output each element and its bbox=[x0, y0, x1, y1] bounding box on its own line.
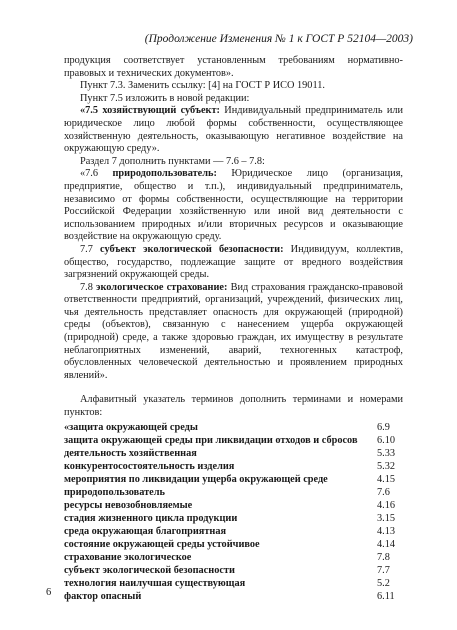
index-ref: 4.16 bbox=[377, 499, 396, 511]
page-number: 6 bbox=[46, 587, 52, 598]
index-row bbox=[64, 525, 403, 538]
term-definition: Индивидуум, коллектив, общество, государство, подлежащие защите от вредного воздействия загрязнений окружающей среды. bbox=[64, 243, 404, 281]
term-heading: «7.5 хозяйствующий субъект: bbox=[80, 105, 220, 117]
index-term: стадия жизненного цикла продукции bbox=[64, 512, 238, 524]
paragraph: продукция соответствует установленным требованиям нормативно-правовых и технических документов». bbox=[64, 55, 403, 79]
paragraph: Алфавитный указатель терминов дополнить терминами и номерами пунктов: bbox=[64, 394, 403, 419]
paragraph: Пункт 7.5 изложить в новой редакции: bbox=[80, 92, 250, 104]
index-ref: 7.6 bbox=[377, 486, 390, 498]
definition-7-8 bbox=[64, 282, 403, 383]
term-definition: Юридическое лицо (организация, предприятие, общество и т.п.), индивидуальный предприниматель, независимо от формы собственности, осуществляющие на территории Российской Федерации хозяйственную или иной вид деятельности с использованием природных и/или вторичных ресурсов и оказывающие воздействие на окружающую среду. bbox=[64, 168, 404, 243]
index-term: природопользователь bbox=[64, 486, 165, 498]
index-term: технология наилучшая существующая bbox=[64, 577, 246, 589]
definition-7-6 bbox=[64, 168, 403, 244]
definition-7-7 bbox=[64, 244, 403, 282]
index-ref: 4.14 bbox=[377, 538, 396, 550]
index-term: мероприятия по ликвидации ущерба окружающей среде bbox=[64, 473, 328, 485]
index-ref: 3.15 bbox=[377, 512, 396, 524]
clause-number: 7.8 bbox=[80, 281, 97, 293]
index-term: субъект экологической безопасности bbox=[64, 564, 235, 576]
term-heading: экологическое страхование: bbox=[96, 281, 228, 293]
index-row bbox=[64, 499, 403, 512]
index-term: среда окружающая благоприятная bbox=[64, 525, 227, 537]
index-term: ресурсы невозобновляемые bbox=[64, 499, 193, 511]
index-term-list bbox=[64, 421, 403, 603]
index-term: конкурентосостоятельность изделия bbox=[64, 460, 235, 472]
index-row bbox=[64, 460, 403, 473]
clause-number: «7.6 bbox=[80, 168, 113, 180]
index-ref: 4.15 bbox=[377, 473, 396, 485]
index-term: состояние окружающей среды устойчивое bbox=[64, 538, 260, 550]
index-row bbox=[64, 486, 403, 499]
index-row bbox=[64, 473, 403, 486]
index-ref: 5.2 bbox=[377, 577, 390, 589]
index-row bbox=[64, 577, 403, 590]
index-row bbox=[64, 512, 403, 525]
index-row bbox=[64, 447, 403, 460]
term-heading: субъект экологической безопасности: bbox=[100, 243, 284, 255]
index-ref: 6.10 bbox=[377, 434, 396, 446]
index-term: страхование экологическое bbox=[64, 551, 192, 563]
index-ref: 4.13 bbox=[377, 525, 396, 537]
index-term: «защита окружающей среды bbox=[64, 421, 198, 433]
index-ref: 6.9 bbox=[377, 421, 390, 433]
index-term: фактор опасный bbox=[64, 590, 142, 602]
term-definition: Индивидуальный предприниматель или юридическое лицо любой формы собственности, осуществляющее хозяйственную деятельность, оказывающую негативное воздействие на окружающую среду». bbox=[64, 105, 403, 155]
running-header: (Продолжение Изменения № 1 к ГОСТ Р 52104—2003) bbox=[144, 33, 413, 45]
paragraph: Раздел 7 дополнить пунктами — 7.6 – 7.8: bbox=[80, 155, 265, 167]
definition-7-5 bbox=[64, 105, 403, 155]
document-body bbox=[64, 55, 403, 603]
spacer bbox=[64, 382, 403, 394]
index-row bbox=[64, 434, 403, 447]
index-row bbox=[64, 551, 403, 564]
clause-number: 7.7 bbox=[80, 243, 101, 255]
index-ref: 6.11 bbox=[377, 590, 395, 602]
paragraph: Пункт 7.3. Заменить ссылку: [4] на ГОСТ Р ИСО 19011. bbox=[80, 80, 325, 92]
index-row bbox=[64, 538, 403, 551]
index-row bbox=[64, 421, 403, 434]
index-ref: 7.7 bbox=[377, 564, 390, 576]
index-ref: 7.8 bbox=[377, 551, 390, 563]
index-row bbox=[64, 564, 403, 577]
term-heading: природопользователь: bbox=[112, 168, 217, 180]
index-term: деятельность хозяйственная bbox=[64, 447, 197, 459]
index-ref: 5.33 bbox=[377, 447, 396, 459]
index-row bbox=[64, 590, 403, 603]
index-term: защита окружающей среды при ликвидации отходов и сбросов bbox=[64, 434, 358, 446]
index-ref: 5.32 bbox=[377, 460, 396, 472]
term-definition: Вид страхования гражданско-правовой ответственности предприятий, организаций, учреждений, физических лиц, чья деятельность представляет опасность для окружающей (природной) среды (объектов), связанную с нанесением ущерба окружающей (природной) среде, а также здоровью граждан, их имуществу в результате неблагоприятных изменений, аварий, техногенных катастроф, обусловленных человеческой деятельностью и проявлением природных явлений». bbox=[64, 281, 403, 381]
